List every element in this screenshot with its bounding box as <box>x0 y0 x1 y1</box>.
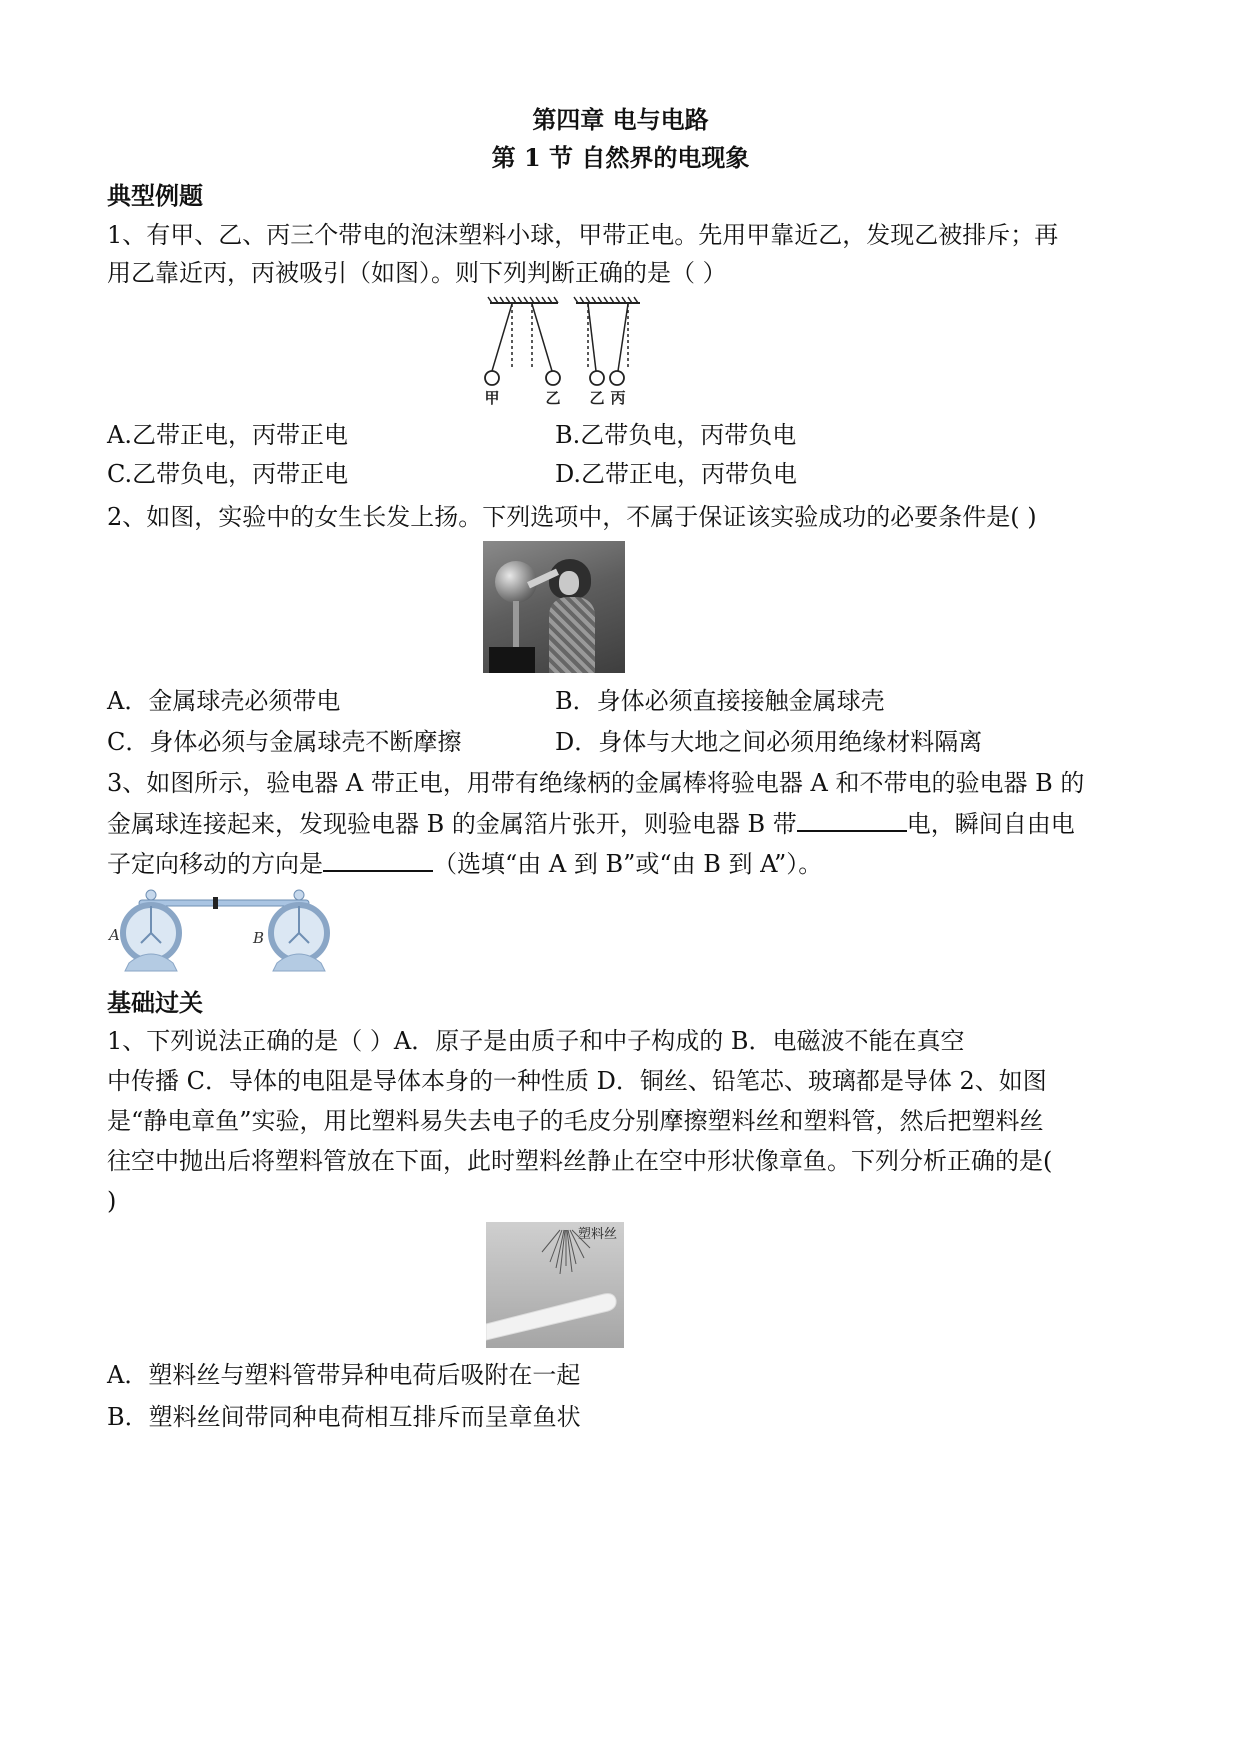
examples-heading: 典型例题 <box>107 181 203 210</box>
insulating-handle <box>213 897 218 909</box>
plastic-strands <box>486 1222 624 1348</box>
string-yi-2 <box>588 304 596 371</box>
q3-line2-text-a: 金属球连接起来，发现验电器 B 的金属箔片张开，则验电器 B 带 <box>107 810 797 838</box>
q3-line3-text-b: （选填“由 A 到 B”或“由 B 到 A”）。 <box>433 850 823 878</box>
basics-line4: 往空中抛出后将塑料管放在下面，此时塑料丝静止在空中形状像章鱼。下列分析正确的是( <box>107 1147 1053 1175</box>
q1-option-b: B.乙带负电，丙带负电 <box>555 421 797 449</box>
basics-line2: 中传播 C．导体的电阻是导体本身的一种性质 D．铜丝、铅笔芯、玻璃都是导体 2、如图 <box>107 1067 1047 1095</box>
basics-line1: 1、下列说法正确的是（ ）A．原子是由质子和中子构成的 B．电磁波不能在真空 <box>107 1027 965 1055</box>
plastic-tube <box>486 1294 616 1340</box>
q2-line1: 2、如图，实验中的女生长发上扬。下列选项中，不属于保证该实验成功的必要条件是( ) <box>107 503 1037 531</box>
dress <box>549 597 595 673</box>
q1-option-d: D.乙带正电，丙带负电 <box>555 460 798 488</box>
label-yi-2: 乙 <box>589 389 605 407</box>
ball-a <box>146 890 156 900</box>
q2-option-d: D．身体与大地之间必须用绝缘材料隔离 <box>555 728 983 756</box>
label-a: A <box>109 926 120 944</box>
basics-line5: ) <box>107 1187 117 1215</box>
electroscope-b <box>271 905 327 971</box>
q1-option-c: C.乙带负电，丙带正电 <box>107 460 349 488</box>
q3-blank-direction <box>323 848 433 872</box>
electroscope-a <box>123 905 179 971</box>
q3-line3 <box>107 848 822 879</box>
ball-b <box>294 890 304 900</box>
label-plastic-strands: 塑料丝 <box>578 1227 618 1242</box>
label-b: B <box>253 929 265 947</box>
q3-line1: 3、如图所示，验电器 A 带正电，用带有绝缘柄的金属棒将验电器 A 和不带电的验电器 B 的 <box>107 769 1085 797</box>
q2-option-a: A．金属球壳必须带电 <box>107 687 341 715</box>
q3-line2 <box>107 808 1075 839</box>
face <box>559 571 579 595</box>
generator-base <box>489 647 535 673</box>
label-yi: 乙 <box>545 389 561 407</box>
ball-yi <box>546 371 560 385</box>
q3-line3-text-a: 子定向移动的方向是 <box>107 850 323 878</box>
string-jia <box>492 304 512 371</box>
pendulum-figure <box>480 295 660 407</box>
basics-option-b: B．塑料丝间带同种电荷相互排斥而呈章鱼状 <box>107 1403 581 1431</box>
q1-option-a: A.乙带正电，丙带正电 <box>107 421 348 449</box>
static-octopus-photo <box>486 1222 624 1348</box>
label-jia: 甲 <box>484 389 500 407</box>
string-bing <box>618 304 628 371</box>
q3-line2-text-b: 电，瞬间自由电 <box>906 810 1075 838</box>
ball-yi-2 <box>590 371 604 385</box>
electroscope-figure <box>105 885 335 977</box>
label-bing: 丙 <box>610 389 626 407</box>
basics-line3: 是“静电章鱼”实验，用比塑料易失去电子的毛皮分别摩擦塑料丝和塑料管，然后把塑料丝 <box>107 1107 1044 1135</box>
q2-option-b: B．身体必须直接接触金属球壳 <box>555 687 885 715</box>
ceiling-right <box>574 297 640 303</box>
q1-line2: 用乙靠近丙，丙被吸引（如图）。则下列判断正确的是（ ） <box>107 259 727 287</box>
hair-experiment-photo <box>483 541 625 673</box>
q1-line1: 1、有甲、乙、丙三个带电的泡沫塑料小球，甲带正电。先用甲靠近乙，发现乙被排斥；再 <box>107 221 1059 249</box>
basics-option-a: A．塑料丝与塑料管带异种电荷后吸附在一起 <box>107 1361 581 1389</box>
q3-blank-charge <box>797 808 907 832</box>
string-yi <box>532 304 552 371</box>
ball-jia <box>485 371 499 385</box>
chapter-title: 第四章 电与电路 <box>532 105 709 134</box>
basics-heading: 基础过关 <box>107 988 203 1017</box>
section-title: 第 1 节 自然界的电现象 <box>491 143 750 172</box>
ceiling-left <box>488 297 558 303</box>
ball-bing <box>610 371 624 385</box>
q2-option-c: C．身体必须与金属球壳不断摩擦 <box>107 728 462 756</box>
